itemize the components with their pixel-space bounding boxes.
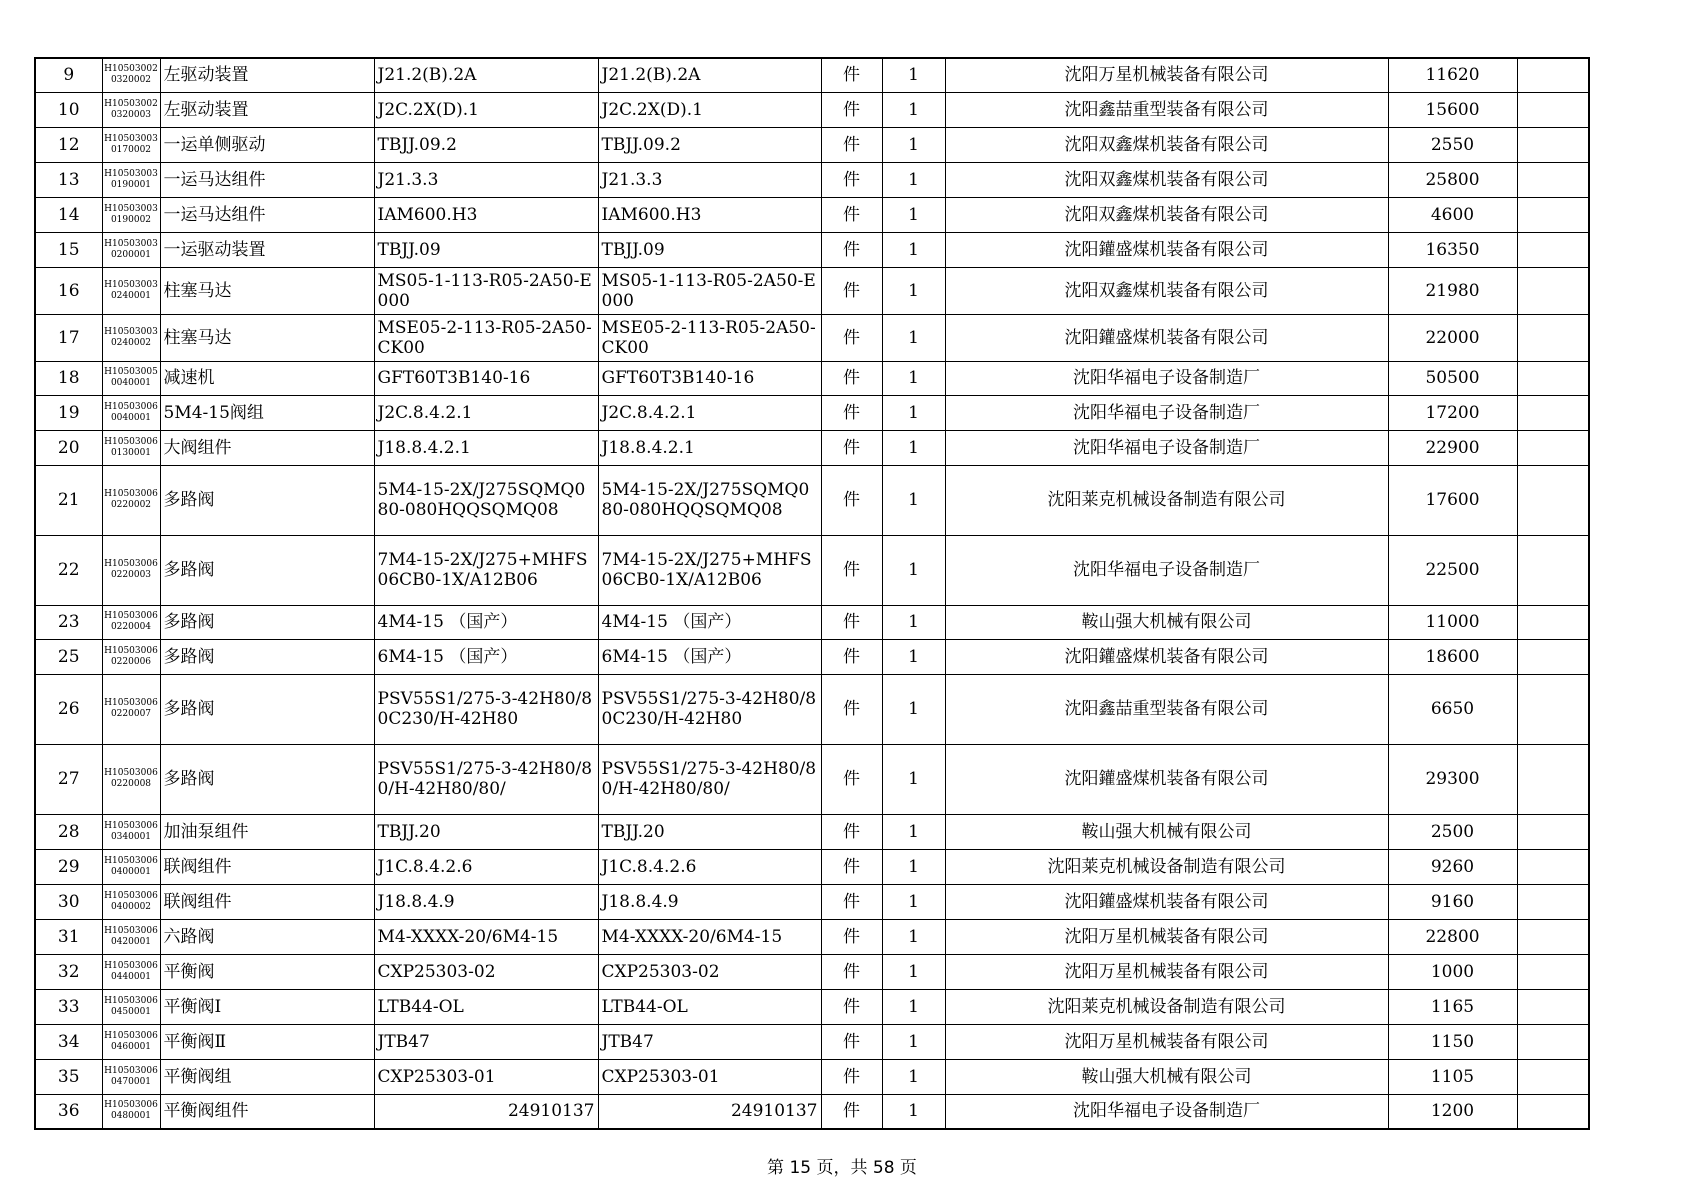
quantity: 1: [882, 58, 945, 92]
unit: 件: [821, 162, 882, 197]
specification: 6M4-15 （国产）: [598, 639, 821, 674]
quantity: 1: [882, 430, 945, 465]
part-name: 一运马达组件: [160, 197, 374, 232]
drawing-number: IAM600.H3: [374, 197, 598, 232]
unit: 件: [821, 605, 882, 639]
supplier-name: 沈阳莱克机械设备制造有限公司: [945, 465, 1388, 535]
material-code: H105030060220002: [102, 465, 160, 535]
table-row: [35, 92, 1589, 127]
unit-price: 21980: [1388, 267, 1517, 314]
unit-price: 9160: [1388, 884, 1517, 919]
material-code: H105030060220004: [102, 605, 160, 639]
row-number: 14: [35, 197, 102, 232]
quantity: 1: [882, 605, 945, 639]
row-number: 30: [35, 884, 102, 919]
table-row: [35, 919, 1589, 954]
quantity: 1: [882, 92, 945, 127]
supplier-name: 沈阳鑵盛煤机装备有限公司: [945, 884, 1388, 919]
part-name: 联阀组件: [160, 884, 374, 919]
unit: 件: [821, 884, 882, 919]
material-code: H105030060340001: [102, 814, 160, 849]
part-name: 5M4-15阀组: [160, 395, 374, 430]
material-code: H105030060460001: [102, 1024, 160, 1059]
remark: [1517, 267, 1589, 314]
table-row: [35, 127, 1589, 162]
unit: 件: [821, 430, 882, 465]
supplier-name: 沈阳鑵盛煤机装备有限公司: [945, 232, 1388, 267]
specification: MS05-1-113-R05-2A50-E000: [598, 267, 821, 314]
unit: 件: [821, 535, 882, 605]
drawing-number: 24910137: [374, 1094, 598, 1129]
table-row: [35, 605, 1589, 639]
part-name: 平衡阀组: [160, 1059, 374, 1094]
table-row: [35, 395, 1589, 430]
quantity: 1: [882, 744, 945, 814]
material-code: H105030030190002: [102, 197, 160, 232]
table-row: [35, 639, 1589, 674]
quantity: 1: [882, 1059, 945, 1094]
material-code: H105030060400001: [102, 849, 160, 884]
row-number: 21: [35, 465, 102, 535]
row-number: 35: [35, 1059, 102, 1094]
row-number: 15: [35, 232, 102, 267]
unit-price: 2550: [1388, 127, 1517, 162]
table-row: [35, 849, 1589, 884]
part-name: 柱塞马达: [160, 314, 374, 361]
remark: [1517, 430, 1589, 465]
unit-price: 2500: [1388, 814, 1517, 849]
table-row: [35, 1094, 1589, 1129]
supplier-name: 沈阳莱克机械设备制造有限公司: [945, 989, 1388, 1024]
specification: J21.3.3: [598, 162, 821, 197]
specification: JTB47: [598, 1024, 821, 1059]
unit-price: 50500: [1388, 361, 1517, 395]
unit: 件: [821, 361, 882, 395]
part-name: 多路阀: [160, 674, 374, 744]
remark: [1517, 919, 1589, 954]
part-name: 平衡阀Ⅰ: [160, 989, 374, 1024]
supplier-name: 鞍山强大机械有限公司: [945, 1059, 1388, 1094]
quantity: 1: [882, 197, 945, 232]
table-row: [35, 884, 1589, 919]
unit: 件: [821, 232, 882, 267]
unit-price: 15600: [1388, 92, 1517, 127]
specification: PSV55S1/275-3-42H80/80/H-42H80/80/: [598, 744, 821, 814]
specification: J2C.2X(D).1: [598, 92, 821, 127]
part-name: 一运驱动装置: [160, 232, 374, 267]
remark: [1517, 162, 1589, 197]
drawing-number: CXP25303-02: [374, 954, 598, 989]
remark: [1517, 605, 1589, 639]
part-name: 平衡阀Ⅱ: [160, 1024, 374, 1059]
supplier-name: 沈阳华福电子设备制造厂: [945, 535, 1388, 605]
table-row: [35, 1059, 1589, 1094]
unit-price: 17200: [1388, 395, 1517, 430]
table-row: [35, 954, 1589, 989]
supplier-name: 沈阳万星机械装备有限公司: [945, 954, 1388, 989]
row-number: 29: [35, 849, 102, 884]
unit-price: 25800: [1388, 162, 1517, 197]
row-number: 22: [35, 535, 102, 605]
unit-price: 6650: [1388, 674, 1517, 744]
remark: [1517, 314, 1589, 361]
drawing-number: TBJJ.20: [374, 814, 598, 849]
unit: 件: [821, 674, 882, 744]
part-name: 多路阀: [160, 535, 374, 605]
drawing-number: 7M4-15-2X/J275+MHFS06CB0-1X/A12B06: [374, 535, 598, 605]
remark: [1517, 232, 1589, 267]
unit-price: 1165: [1388, 989, 1517, 1024]
unit: 件: [821, 127, 882, 162]
row-number: 9: [35, 58, 102, 92]
unit: 件: [821, 267, 882, 314]
unit: 件: [821, 744, 882, 814]
supplier-name: 沈阳华福电子设备制造厂: [945, 1094, 1388, 1129]
drawing-number: TBJJ.09.2: [374, 127, 598, 162]
drawing-number: J21.2(B).2A: [374, 58, 598, 92]
unit-price: 1105: [1388, 1059, 1517, 1094]
supplier-name: 沈阳双鑫煤机装备有限公司: [945, 162, 1388, 197]
row-number: 27: [35, 744, 102, 814]
drawing-number: J21.3.3: [374, 162, 598, 197]
quantity: 1: [882, 1024, 945, 1059]
quantity: 1: [882, 267, 945, 314]
table-row: [35, 361, 1589, 395]
part-name: 一运马达组件: [160, 162, 374, 197]
table-row: [35, 814, 1589, 849]
supplier-name: 沈阳万星机械装备有限公司: [945, 58, 1388, 92]
drawing-number: JTB47: [374, 1024, 598, 1059]
unit-price: 22000: [1388, 314, 1517, 361]
specification: 5M4-15-2X/J275SQMQ080-080HQQSQMQ08: [598, 465, 821, 535]
row-number: 20: [35, 430, 102, 465]
specification: J2C.8.4.2.1: [598, 395, 821, 430]
unit: 件: [821, 989, 882, 1024]
unit-price: 1150: [1388, 1024, 1517, 1059]
drawing-number: M4-XXXX-20/6M4-15: [374, 919, 598, 954]
drawing-number: J2C.2X(D).1: [374, 92, 598, 127]
drawing-number: 4M4-15 （国产）: [374, 605, 598, 639]
drawing-number: J1C.8.4.2.6: [374, 849, 598, 884]
supplier-name: 沈阳莱克机械设备制造有限公司: [945, 849, 1388, 884]
remark: [1517, 1024, 1589, 1059]
table-row: [35, 535, 1589, 605]
quantity: 1: [882, 849, 945, 884]
unit-price: 29300: [1388, 744, 1517, 814]
unit-price: 11620: [1388, 58, 1517, 92]
unit: 件: [821, 639, 882, 674]
unit-price: 17600: [1388, 465, 1517, 535]
unit: 件: [821, 58, 882, 92]
supplier-name: 鞍山强大机械有限公司: [945, 605, 1388, 639]
part-name: 平衡阀: [160, 954, 374, 989]
supplier-name: 沈阳双鑫煤机装备有限公司: [945, 267, 1388, 314]
quantity: 1: [882, 535, 945, 605]
supplier-name: 沈阳万星机械装备有限公司: [945, 1024, 1388, 1059]
specification: 7M4-15-2X/J275+MHFS06CB0-1X/A12B06: [598, 535, 821, 605]
material-code: H105030060420001: [102, 919, 160, 954]
material-code: H105030060400002: [102, 884, 160, 919]
material-code: H105030030240002: [102, 314, 160, 361]
unit: 件: [821, 849, 882, 884]
part-name: 柱塞马达: [160, 267, 374, 314]
table-row: [35, 232, 1589, 267]
table-row: [35, 744, 1589, 814]
supplier-name: 沈阳鑵盛煤机装备有限公司: [945, 314, 1388, 361]
remark: [1517, 1059, 1589, 1094]
row-number: 32: [35, 954, 102, 989]
row-number: 12: [35, 127, 102, 162]
material-code: H105030060040001: [102, 395, 160, 430]
specification: TBJJ.09: [598, 232, 821, 267]
table-row: [35, 267, 1589, 314]
remark: [1517, 989, 1589, 1024]
table-row: [35, 162, 1589, 197]
table-row: [35, 465, 1589, 535]
specification: IAM600.H3: [598, 197, 821, 232]
part-name: 多路阀: [160, 605, 374, 639]
row-number: 25: [35, 639, 102, 674]
row-number: 16: [35, 267, 102, 314]
quantity: 1: [882, 954, 945, 989]
unit-price: 1200: [1388, 1094, 1517, 1129]
row-number: 36: [35, 1094, 102, 1129]
supplier-name: 沈阳华福电子设备制造厂: [945, 430, 1388, 465]
unit-price: 11000: [1388, 605, 1517, 639]
unit: 件: [821, 197, 882, 232]
drawing-number: J18.8.4.2.1: [374, 430, 598, 465]
row-number: 17: [35, 314, 102, 361]
supplier-name: 沈阳万星机械装备有限公司: [945, 919, 1388, 954]
unit-price: 22900: [1388, 430, 1517, 465]
quantity: 1: [882, 314, 945, 361]
remark: [1517, 92, 1589, 127]
remark: [1517, 744, 1589, 814]
specification: TBJJ.20: [598, 814, 821, 849]
drawing-number: 6M4-15 （国产）: [374, 639, 598, 674]
specification: J18.8.4.9: [598, 884, 821, 919]
row-number: 33: [35, 989, 102, 1024]
specification: GFT60T3B140-16: [598, 361, 821, 395]
drawing-number: J18.8.4.9: [374, 884, 598, 919]
specification: PSV55S1/275-3-42H80/80C230/H-42H80: [598, 674, 821, 744]
unit-price: 22800: [1388, 919, 1517, 954]
specification: LTB44-OL: [598, 989, 821, 1024]
material-code: H105030030190001: [102, 162, 160, 197]
unit: 件: [821, 919, 882, 954]
remark: [1517, 849, 1589, 884]
drawing-number: GFT60T3B140-16: [374, 361, 598, 395]
quantity: 1: [882, 884, 945, 919]
row-number: 10: [35, 92, 102, 127]
specification: 4M4-15 （国产）: [598, 605, 821, 639]
table-row: [35, 314, 1589, 361]
drawing-number: MS05-1-113-R05-2A50-E000: [374, 267, 598, 314]
table-row: [35, 197, 1589, 232]
supplier-name: 沈阳鑫喆重型装备有限公司: [945, 674, 1388, 744]
parts-price-table: [34, 57, 1590, 1130]
material-code: H105030030200001: [102, 232, 160, 267]
material-code: H105030060440001: [102, 954, 160, 989]
remark: [1517, 814, 1589, 849]
supplier-name: 沈阳鑵盛煤机装备有限公司: [945, 639, 1388, 674]
row-number: 26: [35, 674, 102, 744]
drawing-number: LTB44-OL: [374, 989, 598, 1024]
remark: [1517, 535, 1589, 605]
unit: 件: [821, 314, 882, 361]
part-name: 多路阀: [160, 639, 374, 674]
quantity: 1: [882, 1094, 945, 1129]
remark: [1517, 639, 1589, 674]
part-name: 多路阀: [160, 465, 374, 535]
specification: J1C.8.4.2.6: [598, 849, 821, 884]
unit: 件: [821, 1094, 882, 1129]
unit-price: 1000: [1388, 954, 1517, 989]
page-footer: 第 15 页，共 58 页: [767, 1158, 917, 1178]
drawing-number: PSV55S1/275-3-42H80/80/H-42H80/80/: [374, 744, 598, 814]
quantity: 1: [882, 919, 945, 954]
row-number: 23: [35, 605, 102, 639]
unit: 件: [821, 395, 882, 430]
unit: 件: [821, 1024, 882, 1059]
quantity: 1: [882, 814, 945, 849]
drawing-number: TBJJ.09: [374, 232, 598, 267]
quantity: 1: [882, 232, 945, 267]
table-row: [35, 430, 1589, 465]
material-code: H105030060470001: [102, 1059, 160, 1094]
row-number: 18: [35, 361, 102, 395]
material-code: H105030020320003: [102, 92, 160, 127]
supplier-name: 沈阳双鑫煤机装备有限公司: [945, 197, 1388, 232]
part-name: 联阀组件: [160, 849, 374, 884]
unit: 件: [821, 954, 882, 989]
remark: [1517, 1094, 1589, 1129]
table-row: [35, 674, 1589, 744]
material-code: H105030060220003: [102, 535, 160, 605]
row-number: 28: [35, 814, 102, 849]
unit: 件: [821, 465, 882, 535]
part-name: 左驱动装置: [160, 58, 374, 92]
material-code: H105030060480001: [102, 1094, 160, 1129]
quantity: 1: [882, 639, 945, 674]
drawing-number: 5M4-15-2X/J275SQMQ080-080HQQSQMQ08: [374, 465, 598, 535]
material-code: H105030060130001: [102, 430, 160, 465]
part-name: 六路阀: [160, 919, 374, 954]
unit: 件: [821, 1059, 882, 1094]
unit-price: 9260: [1388, 849, 1517, 884]
quantity: 1: [882, 361, 945, 395]
material-code: H105030030170002: [102, 127, 160, 162]
part-name: 一运单侧驱动: [160, 127, 374, 162]
remark: [1517, 884, 1589, 919]
remark: [1517, 361, 1589, 395]
row-number: 19: [35, 395, 102, 430]
quantity: 1: [882, 465, 945, 535]
material-code: H105030050040001: [102, 361, 160, 395]
material-code: H105030060450001: [102, 989, 160, 1024]
material-code: H105030060220008: [102, 744, 160, 814]
table-row: [35, 58, 1589, 92]
remark: [1517, 954, 1589, 989]
remark: [1517, 197, 1589, 232]
supplier-name: 沈阳华福电子设备制造厂: [945, 395, 1388, 430]
row-number: 31: [35, 919, 102, 954]
quantity: 1: [882, 395, 945, 430]
drawing-number: J2C.8.4.2.1: [374, 395, 598, 430]
specification: 24910137: [598, 1094, 821, 1129]
remark: [1517, 395, 1589, 430]
remark: [1517, 465, 1589, 535]
part-name: 平衡阀组件: [160, 1094, 374, 1129]
part-name: 大阀组件: [160, 430, 374, 465]
remark: [1517, 58, 1589, 92]
part-name: 多路阀: [160, 744, 374, 814]
material-code: H105030030240001: [102, 267, 160, 314]
specification: MSE05-2-113-R05-2A50-CK00: [598, 314, 821, 361]
supplier-name: 沈阳华福电子设备制造厂: [945, 361, 1388, 395]
part-name: 左驱动装置: [160, 92, 374, 127]
quantity: 1: [882, 989, 945, 1024]
drawing-number: CXP25303-01: [374, 1059, 598, 1094]
quantity: 1: [882, 162, 945, 197]
drawing-number: MSE05-2-113-R05-2A50-CK00: [374, 314, 598, 361]
table-row: [35, 1024, 1589, 1059]
specification: M4-XXXX-20/6M4-15: [598, 919, 821, 954]
specification: CXP25303-01: [598, 1059, 821, 1094]
unit-price: 4600: [1388, 197, 1517, 232]
quantity: 1: [882, 674, 945, 744]
remark: [1517, 127, 1589, 162]
supplier-name: 鞍山强大机械有限公司: [945, 814, 1388, 849]
remark: [1517, 674, 1589, 744]
unit: 件: [821, 814, 882, 849]
material-code: H105030020320002: [102, 58, 160, 92]
supplier-name: 沈阳鑵盛煤机装备有限公司: [945, 744, 1388, 814]
row-number: 13: [35, 162, 102, 197]
unit-price: 22500: [1388, 535, 1517, 605]
specification: J18.8.4.2.1: [598, 430, 821, 465]
unit-price: 16350: [1388, 232, 1517, 267]
unit: 件: [821, 92, 882, 127]
unit-price: 18600: [1388, 639, 1517, 674]
specification: CXP25303-02: [598, 954, 821, 989]
table-row: [35, 989, 1589, 1024]
supplier-name: 沈阳双鑫煤机装备有限公司: [945, 127, 1388, 162]
material-code: H105030060220007: [102, 674, 160, 744]
specification: J21.2(B).2A: [598, 58, 821, 92]
part-name: 加油泵组件: [160, 814, 374, 849]
row-number: 34: [35, 1024, 102, 1059]
quantity: 1: [882, 127, 945, 162]
material-code: H105030060220006: [102, 639, 160, 674]
drawing-number: PSV55S1/275-3-42H80/80C230/H-42H80: [374, 674, 598, 744]
specification: TBJJ.09.2: [598, 127, 821, 162]
part-name: 减速机: [160, 361, 374, 395]
supplier-name: 沈阳鑫喆重型装备有限公司: [945, 92, 1388, 127]
